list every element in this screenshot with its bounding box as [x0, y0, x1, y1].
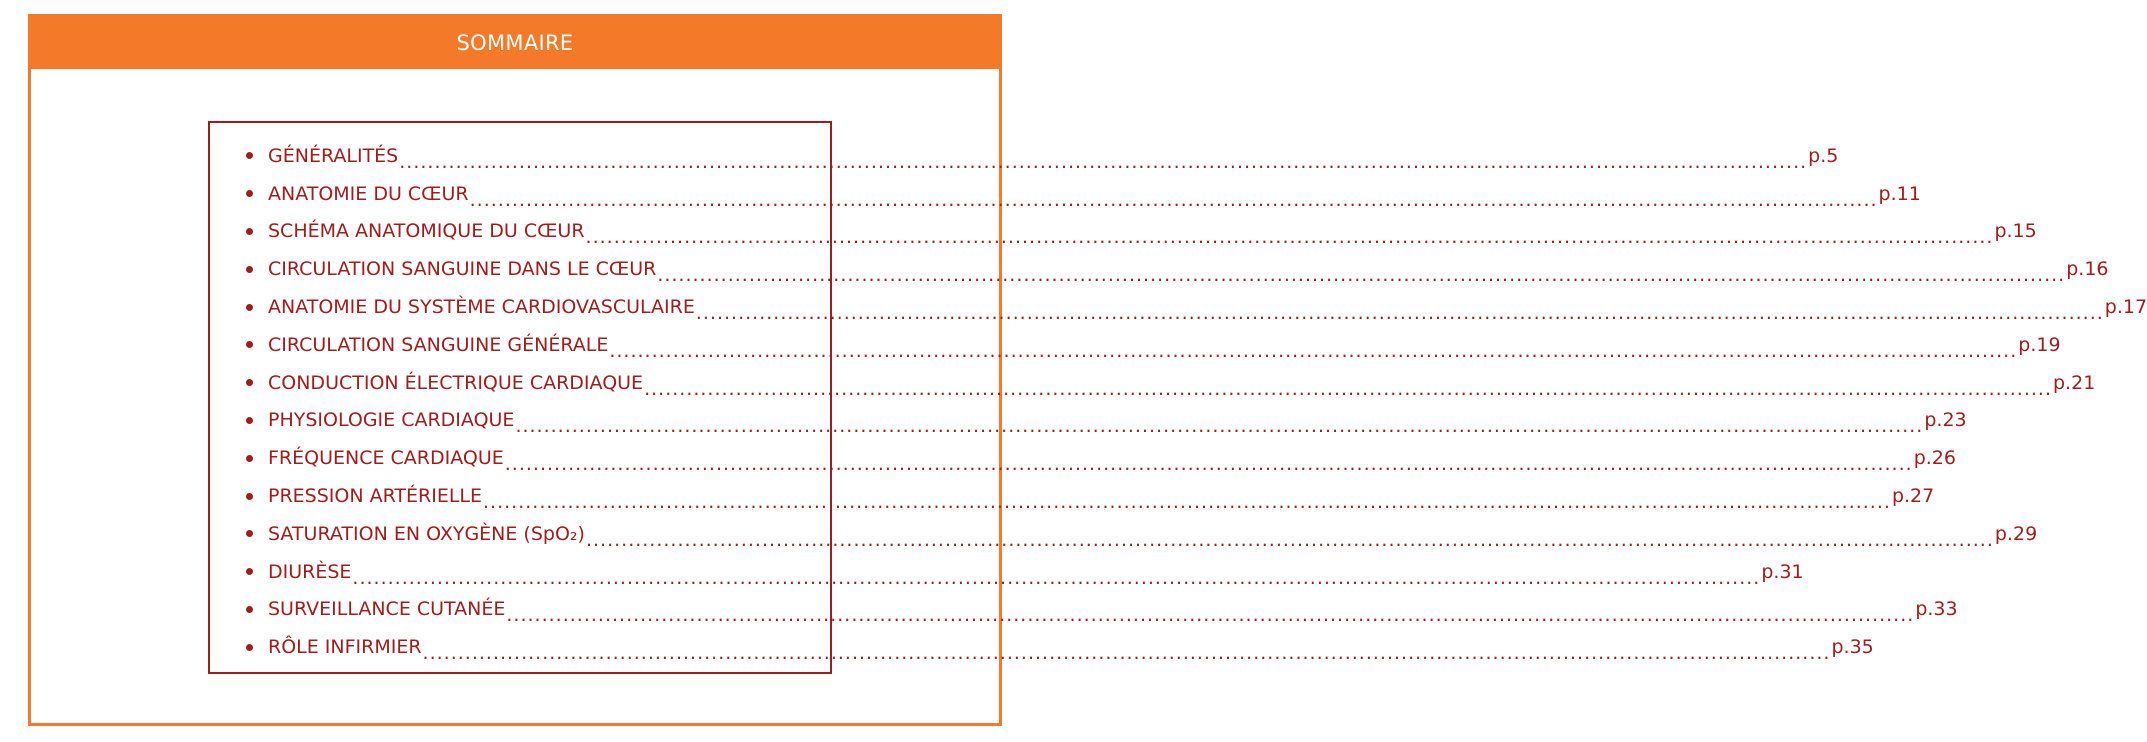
bullet-icon — [246, 228, 253, 235]
toc-page-number: p.21 — [2053, 371, 2096, 394]
bullet-icon — [246, 493, 253, 500]
bullet-icon — [246, 304, 253, 311]
toc-item — [246, 628, 1874, 666]
toc-entry-title: GÉNÉRALITÉS — [268, 144, 399, 167]
toc-page-number: p.35 — [1831, 636, 1874, 659]
dot-leader: ........................................................................................................................................................................................................ — [352, 566, 1761, 589]
toc-entry-title: PRESSION ARTÉRIELLE — [268, 485, 483, 508]
bullet-icon — [246, 455, 253, 462]
toc-item — [246, 553, 1804, 591]
dot-leader: ........................................................................................................................................................................................................ — [469, 188, 1878, 211]
dot-leader: ........................................................................................................................................................................................................ — [504, 453, 1913, 476]
toc-page-number: p.15 — [1994, 220, 2037, 243]
summary-frame — [28, 14, 2147, 726]
dot-leader: ........................................................................................................................................................................................................ — [585, 528, 1994, 551]
dot-leader: ........................................................................................................................................................................................................ — [695, 302, 2104, 325]
toc-entry-title: CONDUCTION ÉLECTRIQUE CARDIAQUE — [268, 371, 644, 394]
toc-entry-title: ANATOMIE DU CŒUR — [268, 182, 469, 205]
bullet-icon — [246, 644, 253, 651]
toc-item — [246, 439, 1956, 477]
toc-item — [246, 515, 2038, 553]
toc-page-number: p.16 — [2066, 258, 2109, 281]
toc-page-number: p.33 — [1915, 598, 1958, 621]
toc-item — [246, 288, 2147, 326]
toc-page-number: p.11 — [1878, 182, 1921, 205]
dot-leader: ........................................................................................................................................................................................................ — [609, 339, 2018, 362]
toc-item — [246, 326, 2061, 364]
toc-item — [246, 402, 1967, 440]
dot-leader: ........................................................................................................................................................................................................ — [506, 604, 1915, 627]
toc-page-number: p.23 — [1924, 409, 1967, 432]
toc-page-number: p.31 — [1761, 560, 1804, 583]
toc-entry-title: SCHÉMA ANATOMIQUE DU CŒUR — [268, 220, 585, 243]
table-of-contents — [208, 121, 2147, 674]
toc-entry-title: RÔLE INFIRMIER — [268, 636, 422, 659]
toc-page-number: p.27 — [1891, 485, 1935, 508]
bullet-icon — [246, 266, 253, 273]
toc-entry-title: CIRCULATION SANGUINE GÉNÉRALE — [268, 333, 609, 356]
dot-leader: ........................................................................................................................................................................................................ — [483, 491, 1891, 514]
toc-entry-title: PHYSIOLOGIE CARDIAQUE — [268, 409, 515, 432]
toc-item — [246, 364, 2096, 402]
toc-item — [246, 591, 1958, 629]
bullet-icon — [246, 530, 253, 537]
dot-leader: ........................................................................................................................................................................................................ — [585, 226, 1994, 249]
toc-page-number: p.17 — [2104, 296, 2147, 319]
toc-page-number: p.5 — [1808, 144, 1839, 167]
toc-entry-title: CIRCULATION SANGUINE DANS LE CŒUR — [268, 258, 657, 281]
toc-entry-title: SURVEILLANCE CUTANÉE — [268, 598, 506, 621]
dot-leader: ........................................................................................................................................................................................................ — [657, 264, 2066, 287]
toc-item — [246, 477, 1935, 515]
toc-item — [246, 250, 2109, 288]
bullet-icon — [246, 190, 253, 197]
bullet-icon — [246, 417, 253, 424]
dot-leader: ........................................................................................................................................................................................................ — [399, 150, 1808, 173]
toc-item — [246, 175, 1921, 213]
bullet-icon — [246, 379, 253, 386]
toc-page-number: p.19 — [2018, 333, 2061, 356]
bullet-icon — [246, 606, 253, 613]
toc-item — [246, 137, 1839, 175]
summary-header — [31, 17, 999, 69]
toc-page-number: p.29 — [1994, 522, 2038, 545]
bullet-icon — [246, 152, 253, 159]
bullet-icon — [246, 568, 253, 575]
summary-title: SOMMAIRE — [456, 31, 574, 55]
toc-entry-title: SATURATION EN OXYGÈNE (SpO₂) — [268, 522, 585, 545]
toc-page-number: p.26 — [1913, 447, 1956, 470]
dot-leader: ........................................................................................................................................................................................................ — [422, 642, 1831, 665]
dot-leader: ........................................................................................................................................................................................................ — [515, 415, 1924, 438]
toc-entry-title: DIURÈSE — [268, 560, 352, 583]
toc-entry-title: ANATOMIE DU SYSTÈME CARDIOVASCULAIRE — [268, 296, 695, 319]
dot-leader: ........................................................................................................................................................................................................ — [644, 377, 2052, 400]
toc-list — [246, 137, 2147, 666]
toc-item — [246, 213, 2037, 251]
toc-entry-title: FRÉQUENCE CARDIAQUE — [268, 447, 504, 470]
bullet-icon — [246, 341, 253, 348]
